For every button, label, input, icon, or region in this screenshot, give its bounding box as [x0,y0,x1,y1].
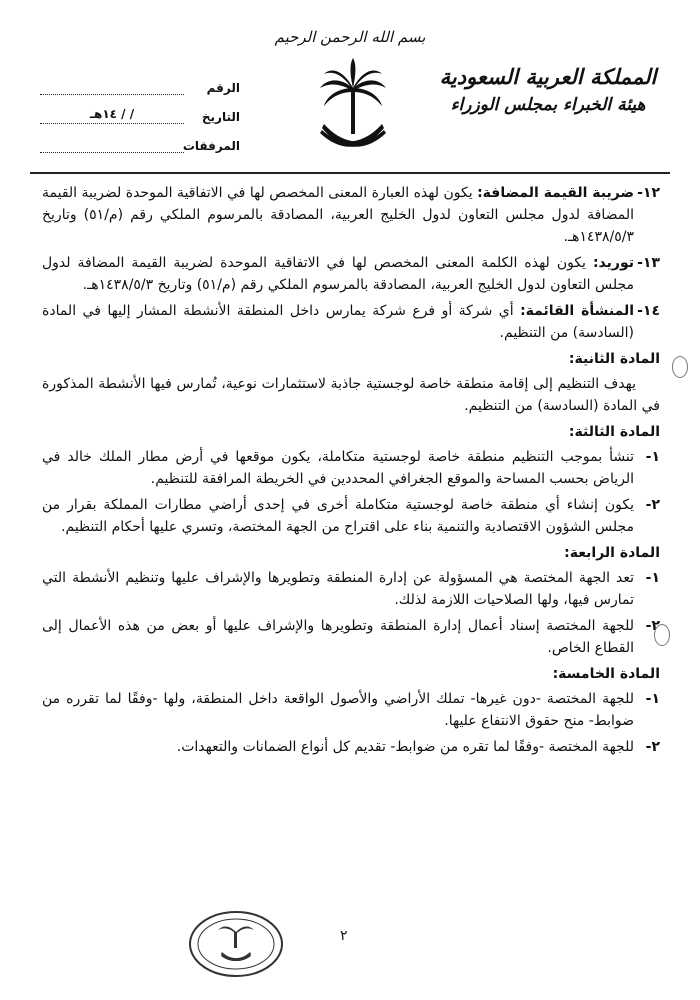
meta-number-label: الرقم [206,81,240,95]
article-3-item-1 [42,446,660,490]
item-text: تعد الجهة المختصة هي المسؤولة عن إدارة المنطقة وتطويرها والإشراف عليها وتنظيم الأنشطة التي تمارس فيها، ولها الصلاحيات اللازمة لذلك. [42,570,634,608]
definition-text: أي شركة أو فرع شركة يمارس داخل المنطقة الأنشطة المشار إليها في المادة (السادسة) من التنظيم. [42,303,634,341]
item-number: ١- [645,570,660,586]
article-5-item-2 [42,736,660,758]
meta-attachments-label: المرفقات [182,139,240,153]
definition-term: توريد: [592,255,634,271]
definition-item-12 [42,182,660,248]
item-text: يكون إنشاء أي منطقة خاصة لوجستية متكاملة أخرى في إحدى أراضي مطارات المملكة بقرار من مجلس الشؤون الاقتصادية والتنمية بناء على اقتراح من الجهة المختصة، وتسري عليها أحكام التنظيم. [42,497,634,535]
item-number: ١٣- [637,255,660,271]
article-2-text: يهدف التنظيم إلى إقامة منطقة خاصة لوجستية جاذبة لاستثمارات نوعية، تُمارس فيها الأنشطة المذكورة في المادة (السادسة) من التنظيم. [42,376,660,414]
definition-term: ضريبة القيمة المضافة: [477,185,634,201]
item-number: ١- [645,691,660,707]
definition-text: يكون لهذه الكلمة المعنى المخصص لها في الاتفاقية الموحدة لضريبة القيمة المضافة لدول مجلس التعاون لدول الخليج العربية، المصادقة بالمرسوم الملكي رقم (م/٥١) وتاريخ ١٤٣٨/٥/٣هـ. [42,255,634,293]
definition-term: المنشأة القائمة: [520,303,635,319]
meta-attachments-row [40,124,240,153]
article-4-item-2 [42,615,660,659]
item-number: ١٤- [637,303,660,319]
meta-number-row [40,66,240,95]
item-number: ٢- [645,618,660,634]
organization-name [428,62,668,118]
definition-item-14 [42,300,660,344]
item-number: ١- [645,449,660,465]
document-meta [40,66,240,153]
article-2-heading: المادة الثانية: [568,351,660,367]
header-divider [30,172,670,174]
article-4-heading: المادة الرابعة: [564,545,660,561]
article-3-item-2 [42,494,660,538]
org-line-2: هيئة الخبراء بمجلس الوزراء [450,95,646,115]
official-stamp-icon [188,910,284,978]
article-3-heading: المادة الثالثة: [568,424,660,440]
item-text: للجهة المختصة -وفقًا لما تقره من ضوابط- تقديم كل أنواع الضمانات والتعهدات. [176,739,634,755]
meta-date-label: التاريخ [201,110,240,124]
punch-hole-mark [654,624,670,646]
saudi-emblem-icon [318,58,388,158]
item-text: تنشأ بموجب التنظيم منطقة خاصة لوجستية متكاملة، يكون موقعها في أرض مطار الملك خالد في الرياض بحسب المساحة والموقع الجغرافي المحددين في الخريطة المرافقة للتنظيم. [42,449,634,487]
article-4-item-1 [42,567,660,611]
definition-item-13 [42,252,660,296]
item-text: للجهة المختصة -دون غيرها- تملك الأراضي والأصول الواقعة داخل المنطقة، ولها -وفقًا لما تقرره من ضوابط- منح حقوق الانتفاع عليها. [42,691,634,729]
article-5-item-1 [42,688,660,732]
meta-number-value [40,78,184,95]
item-text: للجهة المختصة إسناد أعمال إدارة المنطقة وتطويرها والإشراف عليها أو بعض من هذه الأعمال إلى القطاع الخاص. [42,618,634,656]
org-line-1: المملكة العربية السعودية [439,64,657,89]
article-5-heading: المادة الخامسة: [552,666,660,682]
item-number: ٢- [645,739,660,755]
basmala: بسم الله الرحمن الرحيم [274,28,426,46]
item-number: ٢- [645,497,660,513]
page-number: ٢ [340,928,348,944]
meta-attachments-value [40,136,184,153]
meta-date-row [40,95,240,124]
meta-date-value: / / ١٤هـ [40,107,184,124]
definition-text: يكون لهذه العبارة المعنى المخصص لها في الاتفاقية الموحدة لضريبة القيمة المضافة لدول مجلس التعاون لدول الخليج العربية، المصادقة بالمرسوم الملكي رقم (م/٥١) وتاريخ ١٤٣٨/٥/٣هـ. [42,185,634,245]
item-number: ١٢- [637,185,660,201]
document-body [42,182,660,762]
punch-hole-mark [672,356,688,378]
